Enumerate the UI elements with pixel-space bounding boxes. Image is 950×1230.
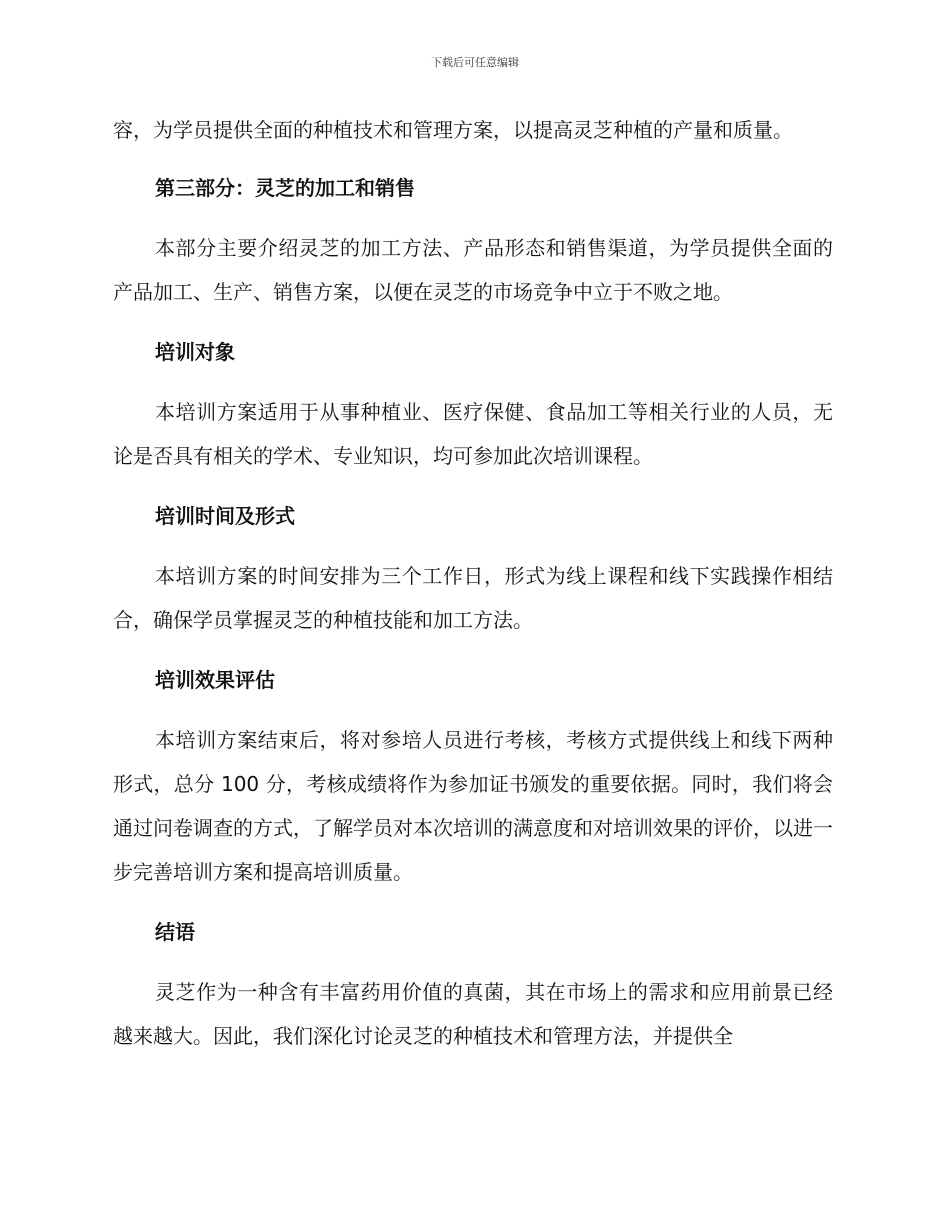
section-heading-audience: 培训对象 [155, 340, 235, 364]
document-body [113, 108, 833, 1074]
paragraph-processing-sales: 本部分主要介绍灵芝的加工方法、产品形态和销售渠道，为学员提供全面的产品加工、生产、销售方案，以便在灵芝的市场竞争中立于不败之地。 [113, 236, 833, 304]
section-heading-processing-sales: 第三部分：灵芝的加工和销售 [155, 176, 415, 200]
paragraph-audience: 本培训方案适用于从事种植业、医疗保健、食品加工等相关行业的人员，无论是否具有相关的学术、专业知识，均可参加此次培训课程。 [113, 400, 833, 468]
paragraph-schedule: 本培训方案的时间安排为三个工作日，形式为线上课程和线下实践操作相结合，确保学员掌握灵芝的种植技能和加工方法。 [113, 564, 833, 632]
paragraph-evaluation: 本培训方案结束后，将对参培人员进行考核，考核方式提供线上和线下两种形式，总分 100 分，考核成绩将作为参加证书颁发的重要依据。同时，我们将会通过问卷调查的方式，了解学员对本次培训的满意度和对培训效果的评价，以进一步完善培训方案和提高培训质量。 [113, 728, 833, 884]
paragraph-continuation: 容，为学员提供全面的种植技术和管理方案，以提高灵芝种植的产量和质量。 [113, 118, 793, 142]
paragraph-conclusion: 灵芝作为一种含有丰富药用价值的真菌，其在市场上的需求和应用前景已经越来越大。因此，我们深化讨论灵芝的种植技术和管理方法，并提供全 [113, 980, 833, 1048]
page-header-note: 下载后可任意编辑 [431, 56, 519, 69]
section-heading-conclusion: 结语 [155, 920, 195, 944]
section-heading-schedule: 培训时间及形式 [155, 504, 295, 528]
section-heading-evaluation: 培训效果评估 [155, 668, 275, 692]
